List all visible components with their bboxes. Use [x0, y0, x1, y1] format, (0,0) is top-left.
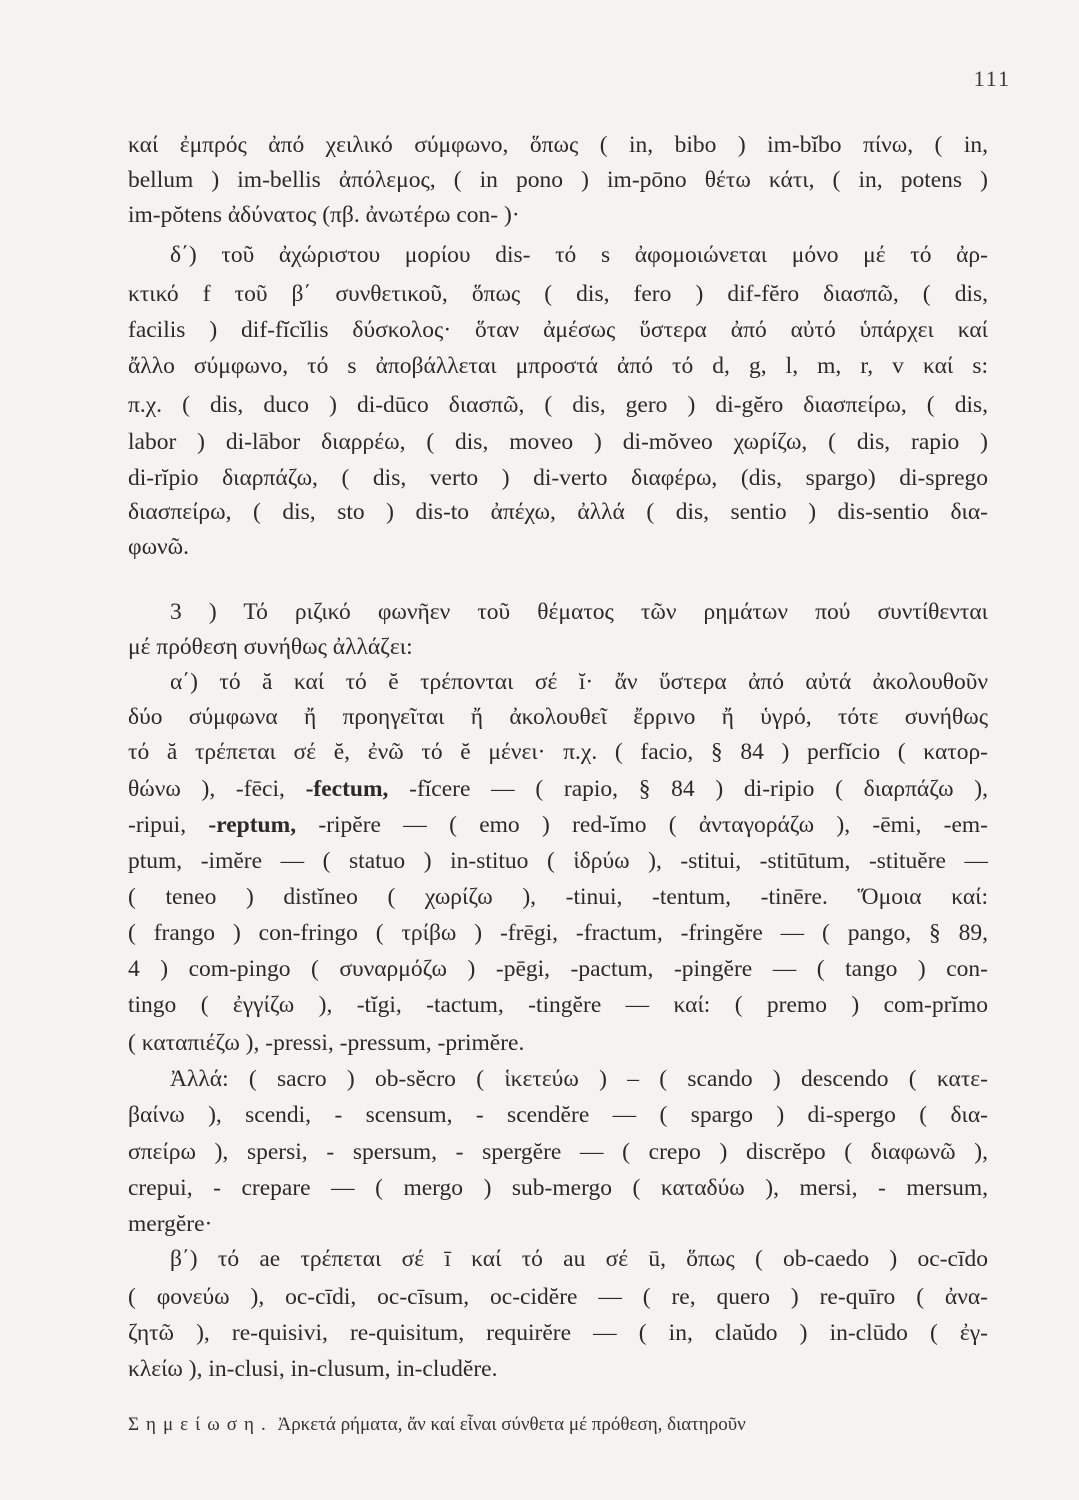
text-line: β΄) τό ae τρέπεται σέ ī καί τό au σέ ū, ὅπως ( ob-caedo ) oc-cīdo — [170, 1246, 988, 1272]
text-line: ptum, -imĕre — ( statuo ) in-stituo ( ἱδρύω ), -stitui, -stitūtum, -stituĕre — — [128, 848, 988, 874]
text-line: ζητῶ ), re-quisivi, re-quisitum, requirĕre — ( in, claŭdo ) in-clūdo ( ἐγ- — [128, 1320, 988, 1346]
text-line: crepui, - crepare — ( mergo ) sub-mergo ( καταδύω ), mersi, - mersum, — [128, 1175, 988, 1201]
text-line: βαίνω ), scendi, - scensum, - scendĕre — ( spargo ) di-spergo ( δια- — [128, 1102, 988, 1128]
note-text: Ἀρκετά ρήματα, ἄν καί εἶναι σύνθετα μέ πρόθεση, διατηροῦν — [277, 1414, 746, 1435]
text-line: labor ) di-lābor διαρρέω, ( dis, moveo ) di-mŏveo χωρίζω, ( dis, rapio ) — [128, 429, 988, 455]
note-label: Σημείωση. — [128, 1414, 273, 1435]
text-line: ( frango ) con-fringo ( τρίβω ) -frēgi, -fractum, -fringĕre — ( pango, § 89, — [128, 920, 988, 946]
text-line: δ΄) τοῦ ἀχώριστου μορίου dis- τό s ἀφομοιώνεται μόνο μέ τό ἀρ- — [170, 242, 988, 268]
text-line: τό ă τρέπεται σέ ĕ, ἐνῶ τό ĕ μένει· π.χ. ( facio, § 84 ) perfĭcio ( κατορ- — [128, 739, 988, 765]
text-line: διασπείρω, ( dis, sto ) dis-to ἀπέχω, ἀλλά ( dis, sentio ) dis-sentio δια- — [128, 499, 988, 525]
text-line: -ripui, -reptum, -ripĕre — ( emo ) red-ĭmo ( ἀνταγοράζω ), -ēmi, -em- — [128, 812, 988, 838]
text-line: ( teneo ) distĭneo ( χωρίζω ), -tinui, -tentum, -tinēre. Ὅμοια καί: — [128, 884, 988, 910]
text-line: mergĕre· — [128, 1211, 213, 1237]
text-line: κτικό f τοῦ β΄ συνθετικοῦ, ὅπως ( dis, fero ) dif-fĕro διασπῶ, ( dis, — [128, 281, 988, 307]
text-line: ( φονεύω ), oc-cīdi, oc-cīsum, oc-cidĕre — ( re, quero ) re-quīro ( ἀνα- — [128, 1284, 988, 1310]
bold-term: -fectum, — [305, 776, 389, 802]
text-line: ( καταπιέζω ), -pressi, -pressum, -primĕre. — [128, 1030, 525, 1056]
text-line: π.χ. ( dis, duco ) di-dūco διασπῶ, ( dis, gero ) di-gĕro διασπείρω, ( dis, — [128, 392, 988, 418]
text-line: im-pŏtens ἀδύνατος (πβ. ἀνωτέρω con- )· — [128, 202, 520, 228]
text-line: α΄) τό ă καί τό ĕ τρέπονται σέ ĭ· ἄν ὕστερα ἀπό αὐτά ἀκολουθοῦν — [170, 669, 988, 695]
text-line: facilis ) dif-fĭcĭlis δύσκολος· ὅταν ἀμέσως ὕστερα ἀπό αὐτό ὑπάρχει καί — [128, 317, 988, 343]
text-line: σπείρω ), spersi, - spersum, - spergĕre — ( crepo ) discrĕpo ( διαφωνῶ ), — [128, 1139, 988, 1165]
text-line: bellum ) im-bellis ἀπόλεμος, ( in pono ) im-pōno θέτω κάτι, ( in, potens ) — [128, 167, 988, 193]
text-line: ἄλλο σύμφωνο, τό s ἀποβάλλεται μπροστά ἀπό τό d, g, l, m, r, v καί s: — [128, 353, 988, 379]
page-number: 111 — [973, 66, 1011, 91]
text-line: Ἀλλά: ( sacro ) ob-sĕcro ( ἱκετεύω ) – ( scando ) descendo ( κατε- — [170, 1066, 988, 1092]
section-heading-line: 3 ) Τό ριζικό φωνῆεν τοῦ θέματος τῶν ρημάτων πού συντίθενται — [170, 599, 988, 625]
text-line: καί ἐμπρός ἀπό χειλικό σύμφωνο, ὅπως ( in, bibo ) im-bĭbo πίνω, ( in, — [128, 132, 988, 158]
text-line: φωνῶ. — [128, 534, 189, 560]
bold-term: -reptum, — [208, 812, 297, 838]
text-line: 4 ) com-pingo ( συναρμόζω ) -pēgi, -pactum, -pingĕre — ( tango ) con- — [128, 956, 988, 982]
text-line: θώνω ), -fēci, -fectum, -fĭcere — ( rapio, § 84 ) di-ripio ( διαρπάζω ), — [128, 776, 989, 802]
text-line: μέ πρόθεση συνήθως ἀλλάζει: — [128, 634, 413, 660]
text-line: δύο σύμφωνα ἤ προηγεῖται ἤ ἀκολουθεῖ ἔρρινο ἤ ὑγρό, τότε συνήθως — [128, 704, 988, 730]
footnote — [128, 1414, 928, 1436]
text-line: tingo ( ἐγγίζω ), -tĭgi, -tactum, -tingĕre — καί: ( premo ) com-prĭmo — [128, 992, 988, 1018]
text-line: κλείω ), in-clusi, in-clusum, in-cludĕre. — [128, 1356, 498, 1382]
text-line: di-rĭpio διαρπάζω, ( dis, verto ) di-verto διαφέρω, (dis, spargo) di-sprego — [128, 465, 988, 491]
